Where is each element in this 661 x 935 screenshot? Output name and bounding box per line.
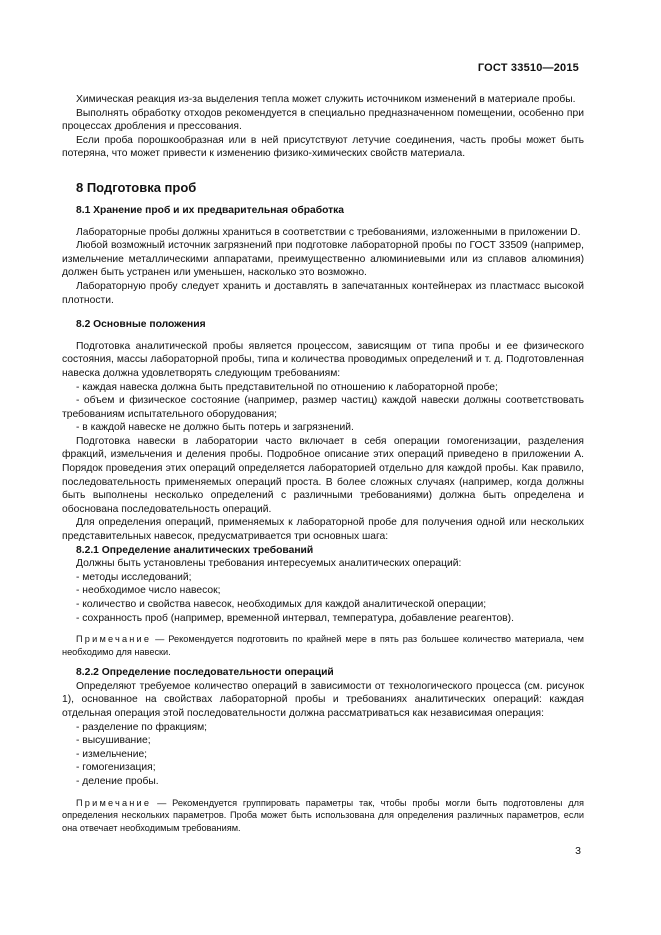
subsection-title: 8.1 Хранение проб и их предварительная обработка	[76, 204, 345, 216]
page-number: 3	[575, 845, 581, 857]
note-text: — Рекомендуется подготовить по крайней мере в пять раз большее количество материала, чем необходимо для навески.	[62, 634, 584, 657]
subsection-title: 8.2.1 Определение аналитических требований	[76, 544, 314, 556]
subsection-title: 8.2 Основные положения	[76, 319, 206, 331]
paragraph: Выполнять обработку отходов рекомендуется в специально предназначенном помещении, особенно при процессах дробления и прессования.	[62, 107, 584, 133]
document-body	[62, 93, 584, 834]
paragraph: Лабораторную пробу следует хранить и доставлять в запечатанных контейнерах из пластмасс высокой плотности.	[62, 280, 584, 306]
list-item: - количество и свойства навесок, необходимых для каждой аналитической операции;	[76, 599, 487, 610]
note-label: Примечание	[76, 634, 152, 645]
section-title: 8 Подготовка проб	[76, 179, 197, 195]
list-item: - гомогенизация;	[76, 762, 156, 774]
paragraph: Лабораторные пробы должны храниться в соответствии с требованиями, изложенными в приложении D.	[76, 226, 581, 238]
subsection-title: 8.2.2 Определение последовательности операций	[76, 667, 334, 679]
paragraph: Химическая реакция из-за выделения тепла может служить источником изменений в материале пробы.	[76, 94, 576, 105]
paragraph: Любой возможный источник загрязнений при подготовке лабораторной пробы по ГОСТ 33509 (например, измельчение металлическими аппаратами, преимущественно алюминиевыми или из сплавов алюминия) должен быть устранен или уменьшен, насколько это возможно.	[62, 240, 584, 279]
list-item: - в каждой навеске не должно быть потерь и загрязнений.	[76, 422, 354, 434]
paragraph: Подготовка навески в лаборатории часто включает в себя операции гомогенизации, разделения фракций, измельчения и деления пробы. Подробное описание этих операций приведено в приложении А. Порядок проведения этих операций определяется лабораторией отдельно для каждой пробы. Как правило, последовательность применяемых операций проста. В более сложных случаях (например, когда должны быть выполнены несколько определений с различными требованиями) должна быть определена и обоснована последовательность операций.	[62, 435, 584, 515]
note	[62, 633, 584, 658]
paragraph: Для определения операций, применяемых к лабораторной пробе для получения одной или нескольких представительных навесок, предусматривается три основных шага:	[62, 517, 584, 543]
note-text: — Рекомендуется группировать параметры так, чтобы пробы могли быть подготовлены для определения нескольких параметров. Проба может быть использована для определения различных параметров, если она отвечает необходимым требованиям.	[62, 797, 584, 833]
list-item: - методы исследований;	[76, 571, 192, 583]
paragraph: Определяют требуемое количество операций в зависимости от технологического процесса (см. рисунок 1), основанное на свойствах лабораторной пробы и требованиях аналитических операций: каждая отдельная операция этой последовательности должна рассматриваться как независимая операция:	[62, 680, 584, 719]
note	[62, 797, 584, 835]
paragraph: Подготовка аналитической пробы является процессом, зависящим от типа пробы и ее физического состояния, массы лабораторной пробы, типа и количества проводимых определений и т. д. Подготовленная навеска должна удовлетворять следующим требованиям:	[62, 340, 584, 379]
note-label: Примечание	[76, 797, 152, 808]
paragraph: Если проба порошкообразная или в ней присутствуют летучие соединения, часть пробы может быть потеряна, что может привести к изменению физико-химических свойств материала.	[62, 134, 584, 160]
paragraph: Должны быть установлены требования интересуемых аналитических операций:	[76, 558, 462, 570]
list-item: - необходимое число навесок;	[76, 585, 221, 597]
list-item: - измельчение;	[76, 748, 148, 760]
list-item: - объем и физическое состояние (например, размер частиц) каждой навески должны соответствовать требованиям испытательного оборудования;	[62, 395, 584, 420]
list-item: - высушивание;	[76, 735, 151, 747]
list-item: - сохранность проб (например, временной интервал, температура, добавление реагентов).	[76, 612, 514, 624]
document-code: ГОСТ 33510—2015	[477, 62, 579, 74]
list-item: - деление пробы.	[76, 775, 159, 787]
list-item: - каждая навеска должна быть представительной по отношению к лабораторной пробе;	[76, 381, 498, 393]
list-item: - разделение по фракциям;	[76, 721, 208, 733]
